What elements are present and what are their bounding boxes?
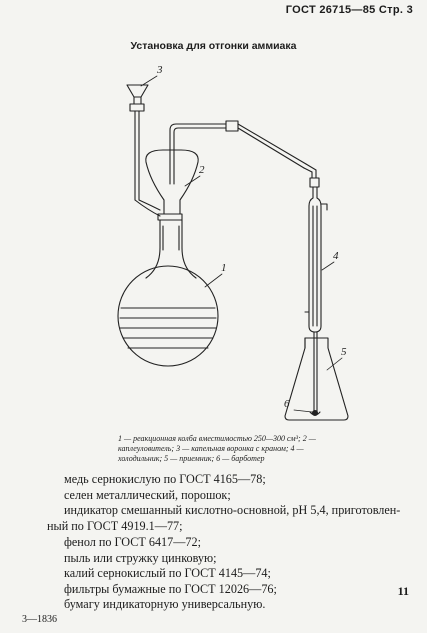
reaction-flask [118, 214, 218, 366]
label-4: 4 [333, 250, 339, 262]
figure-title: Установка для отгонки аммиака [130, 40, 297, 52]
body-line: медь сернокислую по ГОСТ 4165—78; [64, 472, 266, 486]
body-line: фильтры бумажные по ГОСТ 12026—76; [64, 582, 277, 596]
body-line: ный по ГОСТ 4919.1—77; [47, 519, 183, 533]
label-3: 3 [157, 64, 163, 76]
body-line: калий сернокислый по ГОСТ 4145—74; [64, 566, 271, 580]
figure-caption-line: 1 — реакционная колба вместимостью 250—300 см³; 2 — [118, 434, 316, 443]
drip-catcher [146, 138, 198, 214]
figure-caption-line: каплеуловитель; 3 — капельная воронка с краном; 4 — [118, 444, 304, 453]
figure-caption-line: холодильник; 5 — приемник; 6 — барботер [118, 454, 265, 463]
body-line: бумагу индикаторную универсальную. [64, 597, 266, 611]
print-mark: 3—1836 [22, 614, 57, 625]
connecting-tube [170, 121, 319, 187]
page-number: 11 [397, 584, 409, 598]
label-6: 6 [284, 398, 290, 410]
page-header: ГОСТ 26715—85 Стр. 3 [285, 4, 413, 16]
body-line: пыль или стружку цинковую; [64, 551, 217, 565]
body-line: селен металлический, порошок; [64, 488, 231, 502]
label-1: 1 [221, 262, 227, 274]
body-line: индикатор смешанный кислотно-основной, рН 5,4, приготовлен- [64, 503, 401, 517]
body-line: фенол по ГОСТ 6417—72; [64, 535, 202, 549]
label-2: 2 [199, 164, 205, 176]
condenser [305, 187, 327, 412]
label-5: 5 [341, 346, 347, 358]
